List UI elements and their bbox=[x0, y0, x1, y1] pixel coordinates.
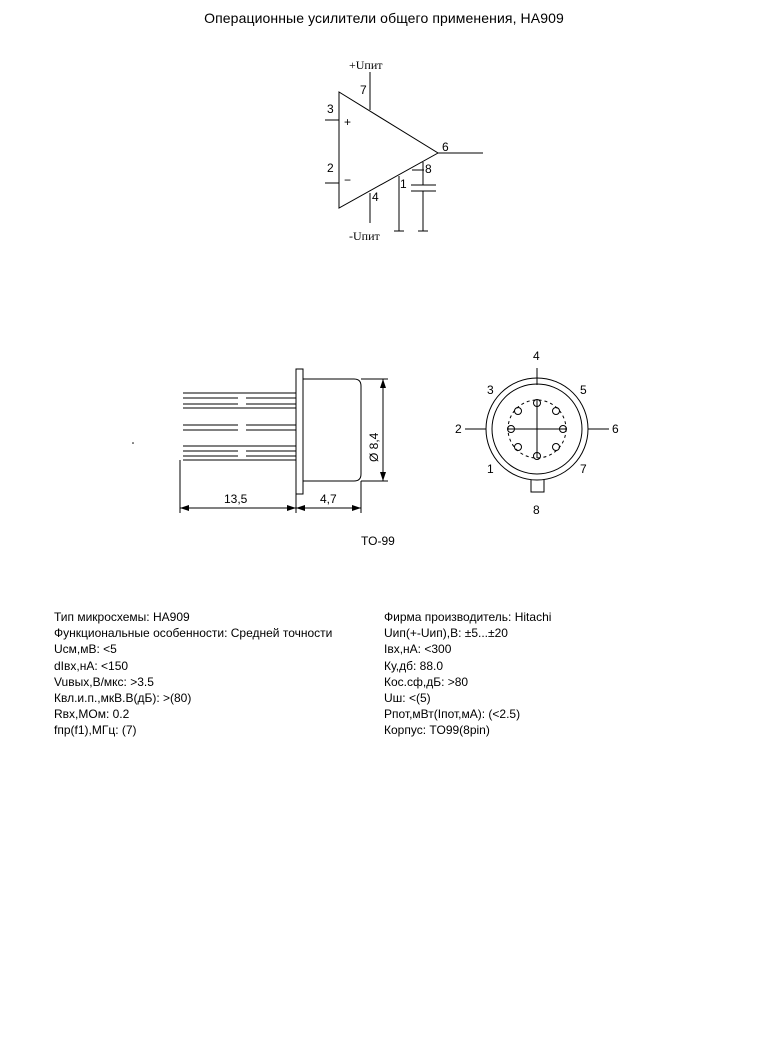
minus-sign: − bbox=[344, 173, 352, 187]
param-gain: Ку,дб: 88.0 bbox=[384, 658, 444, 673]
arrow bbox=[380, 472, 386, 481]
pin4-label: 4 bbox=[372, 190, 379, 204]
arrow bbox=[180, 505, 189, 511]
stray-dot bbox=[132, 442, 134, 444]
opamp-labels bbox=[327, 58, 449, 243]
param-input-resistance: Rвх,МОм: 0.2 bbox=[54, 707, 130, 722]
param-chip-type: Тип микросхемы: HA909 bbox=[54, 610, 190, 624]
param-cmrr: Кос.сф,дБ: >80 bbox=[384, 674, 469, 689]
pin2-label: 2 bbox=[327, 161, 334, 175]
param-input-current: Iвх,нА: <300 bbox=[384, 642, 452, 657]
param-features: Функциональные особенности: Средней точности bbox=[54, 626, 333, 641]
package-flange bbox=[296, 369, 303, 494]
param-manufacturer: Фирма производитель: Hitachi bbox=[384, 610, 552, 624]
arrow bbox=[296, 505, 305, 511]
pin8-label: 8 bbox=[425, 162, 432, 176]
package-dim-labels bbox=[132, 432, 395, 548]
arrow bbox=[287, 505, 296, 511]
pin-label-3: 3 bbox=[487, 383, 494, 397]
parameters-right bbox=[384, 609, 551, 739]
pin-label-4: 4 bbox=[533, 349, 540, 363]
pin3-label: 3 bbox=[327, 102, 334, 116]
pin-label-1: 1 bbox=[487, 462, 494, 476]
param-offset-voltage: Uсм,мВ: <5 bbox=[54, 642, 117, 657]
pin1-label: 1 bbox=[400, 177, 407, 191]
dim-diameter-label: Ø 8,4 bbox=[367, 432, 381, 462]
vminus-label: -Uпит bbox=[349, 229, 380, 243]
vplus-label: +Uпит bbox=[349, 58, 383, 72]
param-supply-voltage: Uип(+-Uип),В: ±5...±20 bbox=[384, 626, 508, 641]
pin-label-2: 2 bbox=[455, 422, 462, 436]
param-noise: Uш: <(5) bbox=[384, 690, 431, 705]
arrow bbox=[380, 379, 386, 388]
dim-arrows bbox=[180, 379, 386, 511]
package-name: TO-99 bbox=[361, 534, 395, 548]
package-side-view bbox=[180, 369, 388, 513]
pin-label-5: 5 bbox=[580, 383, 587, 397]
parameters-left bbox=[54, 609, 332, 739]
param-bandwidth: fпр(f1),МГц: (7) bbox=[54, 723, 137, 738]
param-slew-rate: Vuвых,В/мкс: >3.5 bbox=[54, 674, 154, 689]
opamp-schematic bbox=[325, 72, 483, 231]
page-title: Операционные усилители общего применения, HA909 bbox=[204, 10, 564, 26]
package-body bbox=[303, 379, 361, 481]
pin-label-7: 7 bbox=[580, 462, 587, 476]
plus-sign: + bbox=[344, 115, 352, 129]
param-input-offset-current: dIвх,нА: <150 bbox=[54, 658, 129, 673]
arrow bbox=[352, 505, 361, 511]
param-psrr: Квл.и.п.,мкВ.В(дБ): >(80) bbox=[54, 690, 192, 705]
lead-breaks bbox=[238, 398, 246, 456]
dim-leads-label: 13,5 bbox=[224, 492, 248, 506]
param-power: Рпот,мВт(Iпот,мА): (<2.5) bbox=[384, 707, 521, 722]
dim-body-label: 4,7 bbox=[320, 492, 337, 506]
pin7-label: 7 bbox=[360, 83, 367, 97]
pin-label-8: 8 bbox=[533, 503, 540, 517]
param-package: Корпус: TO99(8pin) bbox=[384, 723, 490, 738]
pin-label-6: 6 bbox=[612, 422, 619, 436]
pin6-label: 6 bbox=[442, 140, 449, 154]
